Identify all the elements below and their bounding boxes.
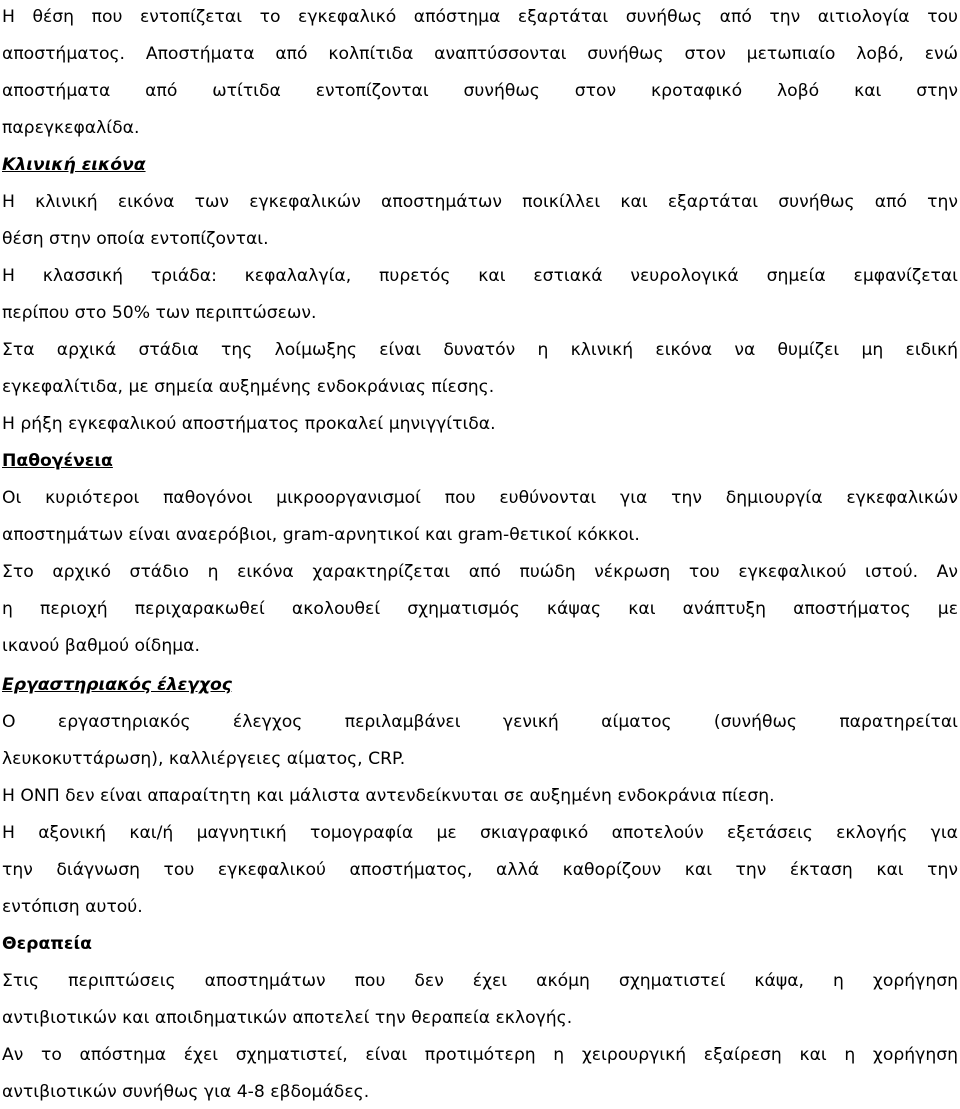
- pathogens-line-5: ικανού βαθμού οίδημα.: [2, 636, 200, 656]
- clinical-line-7: Η ρήξη εγκεφαλικού αποστήματος προκαλεί μηνιγγίτιδα.: [2, 414, 496, 434]
- clinical-line-5: Στα αρχικά στάδια της λοίμωξης είναι δυνατόν η κλινική εικόνα να θυμίζει μη ειδική: [2, 340, 958, 360]
- pathogens-line-1: Οι κυριότεροι παθογόνοι μικροοργανισμοί που ευθύνονται για την δημιουργία εγκεφαλικών: [2, 488, 958, 508]
- lab-line-5: την διάγνωση του εγκεφαλικού αποστήματος, αλλά καθορίζουν και την έκταση και την: [2, 860, 958, 880]
- lab-line-6: εντόπιση αυτού.: [2, 897, 143, 917]
- intro-line-2: αποστήματος. Αποστήματα από κολπίτιδα αναπτύσσονται συνήθως στον μετωπιαίο λοβό, ενώ: [2, 44, 958, 64]
- lab-line-3: Η ΟΝΠ δεν είναι απαραίτητη και μάλιστα αντενδείκνυται σε αυξημένη ενδοκράνια πίεση.: [2, 786, 775, 806]
- clinical-line-4: περίπου στο 50% των περιπτώσεων.: [2, 303, 317, 323]
- treatment-line-2: αντιβιοτικών και αποιδηματικών αποτελεί την θεραπεία εκλογής.: [2, 1008, 573, 1028]
- clinical-line-2: θέση στην οποία εντοπίζονται.: [2, 229, 269, 249]
- heading-lab: Εργαστηριακός έλεγχος: [2, 675, 232, 695]
- pathogens-line-2: αποστημάτων είναι αναερόβιοι, gram-αρνητικοί και gram-θετικοί κόκκοι.: [2, 525, 640, 545]
- treatment-line-3: Αν το απόστημα έχει σχηματιστεί, είναι προτιμότερη η χειρουργική εξαίρεση και η χορήγηση: [2, 1045, 958, 1065]
- treatment-line-1: Στις περιπτώσεις αποστημάτων που δεν έχει ακόμη σχηματιστεί κάψα, η χορήγηση: [2, 971, 958, 991]
- heading-treatment: Θεραπεία: [2, 934, 92, 954]
- intro-line-1: Η θέση που εντοπίζεται το εγκεφαλικό απόστημα εξαρτάται συνήθως από την αιτιολογία του: [2, 7, 958, 27]
- clinical-line-6: εγκεφαλίτιδα, με σημεία αυξημένης ενδοκράνιας πίεσης.: [2, 377, 495, 397]
- clinical-line-1: Η κλινική εικόνα των εγκεφαλικών αποστημάτων ποικίλλει και εξαρτάται συνήθως από την: [2, 192, 958, 212]
- intro-line-3: αποστήματα από ωτίτιδα εντοπίζονται συνήθως στον κροταφικό λοβό και στην: [2, 81, 958, 101]
- lab-line-2: λευκοκυττάρωση), καλλιέργειες αίματος, CRP.: [2, 749, 406, 769]
- heading-pathogens: Παθογένεια: [2, 451, 113, 471]
- lab-line-4: Η αξονική και/ή μαγνητική τομογραφία με σκιαγραφικό αποτελούν εξετάσεις εκλογής για: [2, 823, 958, 843]
- heading-clinical: Κλινική εικόνα: [2, 155, 146, 175]
- clinical-line-3: Η κλασσική τριάδα: κεφαλαλγία, πυρετός και εστιακά νευρολογικά σημεία εμφανίζεται: [2, 266, 958, 286]
- lab-line-1: Ο εργαστηριακός έλεγχος περιλαμβάνει γενική αίματος (συνήθως παρατηρείται: [2, 712, 958, 732]
- pathogens-line-3: Στο αρχικό στάδιο η εικόνα χαρακτηρίζεται από πυώδη νέκρωση του εγκεφαλικού ιστού. Αν: [2, 562, 958, 582]
- pathogens-line-4: η περιοχή περιχαρακωθεί ακολουθεί σχηματισμός κάψας και ανάπτυξη αποστήματος με: [2, 599, 958, 619]
- treatment-line-4: αντιβιοτικών συνήθως για 4-8 εβδομάδες.: [2, 1082, 370, 1102]
- intro-line-4: παρεγκεφαλίδα.: [2, 118, 140, 138]
